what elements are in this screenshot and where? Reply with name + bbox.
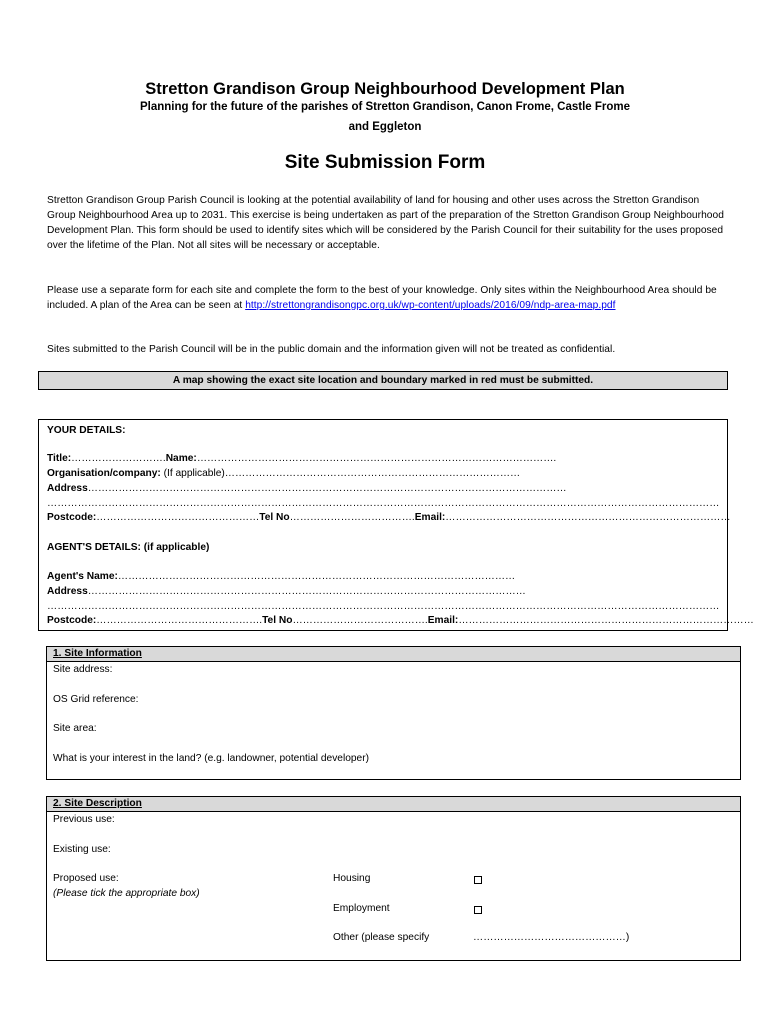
site-description-header: 2. Site Description (47, 797, 740, 812)
address-row[interactable]: Address…………………………………………………………………………………………………………………………… (47, 483, 567, 494)
title-name-row[interactable]: Title:……………………….Name:……………………………………………………………………………………………. (47, 453, 557, 464)
agent-address-row[interactable]: Address………………………………………………………………………………………………………………… (47, 586, 526, 597)
agent-details-heading: AGENT'S DETAILS: (if applicable) (47, 542, 210, 553)
site-description-section (46, 796, 741, 961)
subtitle-line-1: Planning for the future of the parishes of Stretton Grandison, Canon Frome, Castle Frome (139, 101, 631, 113)
intro-paragraph-2 (47, 283, 727, 313)
other-use-field[interactable]: ………………………………………) (473, 932, 630, 943)
other-use-label: Other (please specify (333, 932, 430, 943)
housing-checkbox[interactable] (474, 876, 482, 884)
your-details-heading: YOUR DETAILS: (47, 425, 126, 436)
postcode-tel-email-row[interactable]: Postcode:…………………………………………Tel No……………………………….Email:………………………………………………………………………… (47, 512, 731, 523)
existing-use-field[interactable]: Existing use: (53, 844, 111, 855)
os-grid-reference-field[interactable]: OS Grid reference: (53, 694, 139, 705)
area-map-link[interactable]: http://strettongrandisongpc.org.uk/wp-content/uploads/2016/09/ndp-area-map.pdf (245, 300, 616, 311)
details-box (38, 419, 754, 631)
site-address-field[interactable]: Site address: (53, 664, 113, 675)
organisation-row[interactable]: Organisation/company: (If applicable)…………………………………………………………………………… (47, 468, 521, 479)
housing-label: Housing (333, 873, 371, 884)
map-requirement-banner: A map showing the exact site location and boundary marked in red must be submitted. (38, 371, 728, 390)
agent-address-line-2[interactable]: ……………………………………………………………………………………………………………………………………………………………………………… (47, 601, 720, 612)
address-line-2[interactable]: ……………………………………………………………………………………………………………………………………………………………………………… (47, 498, 720, 509)
intro-paragraph-2-text: Please use a separate form for each site and complete the form to the best of your knowledge. Only sites within the Neighbourhood Area should be included. A plan of the Area can be seen at (47, 285, 717, 311)
subtitle-line-2: and Eggleton (348, 121, 422, 133)
site-information-section (46, 646, 741, 780)
employment-checkbox[interactable] (474, 906, 482, 914)
agent-name-row[interactable]: Agent's Name:……………………………………………………………………………………………………… (47, 571, 516, 582)
employment-label: Employment (333, 903, 390, 914)
tick-instruction: (Please tick the appropriate box) (53, 888, 200, 899)
form-title: Site Submission Form (284, 152, 486, 173)
land-interest-field[interactable]: What is your interest in the land? (e.g. landowner, potential developer) (53, 753, 369, 764)
intro-paragraph-3: Sites submitted to the Parish Council will be in the public domain and the information given will not be treated as confidential. (47, 344, 616, 355)
proposed-use-label: Proposed use: (53, 873, 119, 884)
intro-paragraph-1: Stretton Grandison Group Parish Council is looking at the potential availability of land for housing and other uses across the Stretton Grandison Group Neighbourhood Area up to 2031. This exercise is being undertaken as part of the preparation of the Stretton Grandison Group Neighbourhood Development Plan. This form should be used to identify sites which will be considered by the Parish Council for their suitability for the uses proposed over the lifetime of the Plan. Not all sites will be necessary or acceptable. (47, 195, 724, 251)
site-area-field[interactable]: Site area: (53, 723, 97, 734)
previous-use-field[interactable]: Previous use: (53, 814, 115, 825)
agent-postcode-tel-email-row[interactable]: Postcode:………………………………………….Tel No………………………………….Email:…………………………………………………………………………… (47, 615, 754, 626)
document-title: Stretton Grandison Group Neighbourhood Development Plan (145, 80, 625, 98)
site-information-header: 1. Site Information (47, 647, 740, 662)
